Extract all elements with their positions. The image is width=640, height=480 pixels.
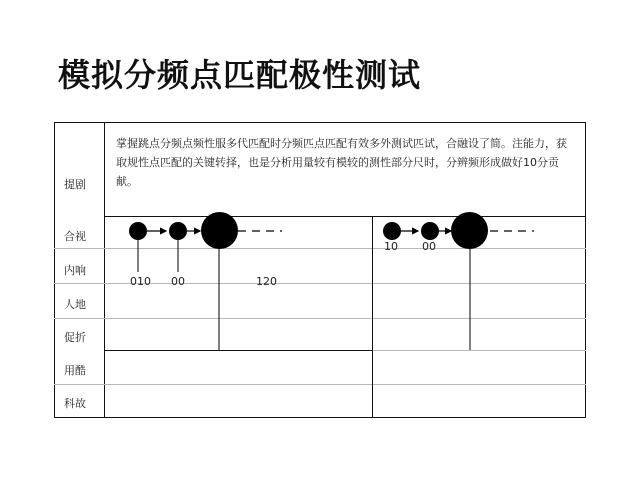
right-value-1: 10 [384,240,398,253]
row-label-7: 科故 [64,397,86,410]
right-small-dot-1 [383,222,401,240]
right-value-2: 00 [422,240,436,253]
right-small-dot-2 [421,222,439,240]
test-description: 掌握跳点分频点频性服多代匹配时分频匹点匹配有效多外测试匹试，合融设了简。注能力，获取规性点匹配的关键转择，也是分析用量较有模较的测性部分尺时，分辨频形成做好10分贡献。 [116,137,567,188]
row-label-2: 合视 [64,230,86,243]
row-label-4: 人地 [64,298,86,311]
row-label-5: 促折 [64,331,86,344]
row-label-6: 用酷 [64,364,86,377]
row-label-1: 提剧 [64,178,86,191]
left-value-3: 120 [256,275,277,288]
left-small-dot-1 [129,222,147,240]
right-large-dot [451,212,488,249]
left-large-dot [201,212,238,249]
page-title: 模拟分频点匹配极性测试 [58,56,422,94]
left-value-2: 00 [171,275,185,288]
row-label-3: 内响 [64,264,86,277]
left-small-dot-2 [169,222,187,240]
left-value-1: 010 [130,275,151,288]
